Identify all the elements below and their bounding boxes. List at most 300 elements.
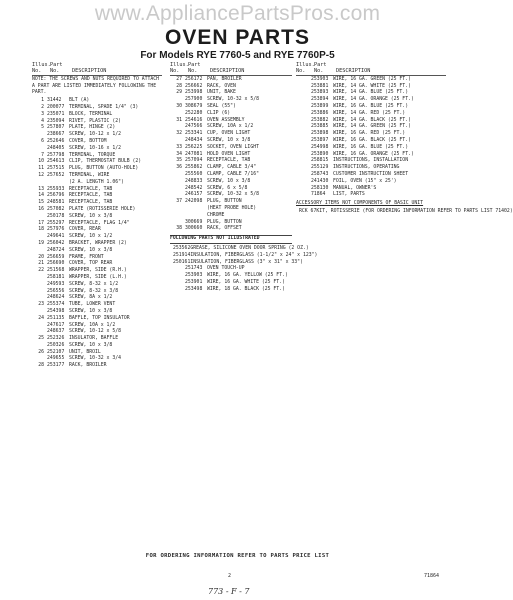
part-number: 253177 bbox=[47, 363, 65, 369]
parts-column-1 bbox=[32, 62, 162, 370]
part-description: HOLD OVEN LIGHT bbox=[207, 151, 251, 157]
part-number: 242098 bbox=[185, 199, 203, 205]
list-item bbox=[170, 172, 292, 179]
part-description: WIRE, 14 GA. BLACK (25 FT.) bbox=[333, 117, 411, 123]
list-item bbox=[170, 206, 292, 213]
part-number: 248405 bbox=[47, 145, 65, 151]
part-description: PLUG, BUTTON bbox=[207, 199, 242, 205]
illus-number: 29 bbox=[176, 90, 182, 96]
illus-number bbox=[170, 172, 185, 179]
part-description: WIRE, 14 GA. BLUE (25 FT.) bbox=[333, 90, 409, 96]
part-description: SCREW, 10 x 3/8 bbox=[207, 178, 251, 184]
list-item bbox=[170, 273, 292, 280]
part-number: 248434 bbox=[185, 137, 203, 143]
part-description: CLAMP, CABLE 3/4" bbox=[207, 165, 257, 171]
illus-number bbox=[296, 118, 311, 125]
list-item bbox=[296, 208, 513, 216]
list-item bbox=[170, 226, 292, 233]
list-item bbox=[170, 145, 292, 152]
illus-number: 36 bbox=[176, 165, 182, 171]
illus-number bbox=[170, 186, 185, 193]
list-item bbox=[32, 275, 162, 282]
part-number: 247566 bbox=[185, 124, 203, 130]
part-number: 251743 bbox=[185, 266, 203, 272]
illus-number bbox=[32, 234, 47, 241]
ordering-footer: FOR ORDERING INFORMATION REFER TO PARTS PRICE LIST bbox=[145, 553, 330, 559]
part-description: PLATE, HINGE (2) bbox=[69, 125, 116, 131]
part-number: 252107 bbox=[47, 349, 65, 355]
list-item bbox=[170, 138, 292, 145]
handwritten-note: 773 - F - 7 bbox=[208, 587, 250, 596]
illus-number bbox=[170, 179, 185, 186]
part-number: 257652 bbox=[47, 172, 65, 178]
list-item bbox=[32, 248, 162, 255]
part-description: SCREW, 10-32 x 5/8 bbox=[207, 97, 259, 103]
part-description: INSULATOR, BAFFLE bbox=[69, 336, 119, 342]
part-description: UNIT, BROIL bbox=[69, 349, 101, 355]
list-item bbox=[32, 98, 162, 105]
part-description: FOIL, OVEN (15" x 25') bbox=[333, 178, 397, 184]
illus-number bbox=[32, 180, 47, 187]
list-item bbox=[32, 336, 162, 343]
illus-number: 11 bbox=[38, 166, 44, 172]
illus-number: 5 bbox=[41, 125, 44, 131]
part-description: RECEPTACLE, TAB bbox=[69, 200, 113, 206]
illus-number: 30 bbox=[176, 104, 182, 109]
header-description: DESCRIPTION bbox=[72, 68, 107, 75]
illus-number bbox=[296, 186, 311, 193]
part-description: SCREW, 8-32 x 1/2 bbox=[69, 281, 119, 287]
part-number: 258130 bbox=[311, 185, 329, 191]
part-number: 248581 bbox=[47, 200, 65, 206]
part-number: 238667 bbox=[47, 132, 65, 138]
list-item bbox=[32, 173, 162, 180]
part-description: INSTRUCTIONS, OPERATING bbox=[333, 165, 400, 171]
illus-number bbox=[170, 273, 185, 280]
part-description: RACK, OFFSET bbox=[207, 226, 242, 232]
part-number: 249655 bbox=[47, 356, 65, 362]
part-description: WIRE, 16 GA. BLACK (25 FT.) bbox=[333, 137, 411, 143]
illus-number: 19 bbox=[38, 240, 44, 246]
header-part: Part bbox=[50, 62, 63, 68]
part-description: SCREW, 10 x 3/8 bbox=[69, 308, 113, 314]
page-id: 71864 bbox=[424, 573, 440, 579]
accessory-list bbox=[296, 208, 513, 216]
part-number: 256662 bbox=[185, 83, 203, 89]
illus-number: 1 bbox=[41, 98, 44, 104]
not-illustrated-heading: FOLLOWING PARTS NOT ILLUSTRATED bbox=[170, 235, 292, 244]
illus-number bbox=[296, 131, 311, 138]
illus-number: 17 bbox=[38, 220, 44, 226]
header-no: No. bbox=[170, 68, 180, 75]
part-description: WIRE, 16 GA. WHITE (25 FT.) bbox=[207, 279, 285, 285]
part-number: 251568 bbox=[47, 268, 65, 274]
list-item bbox=[296, 111, 446, 118]
part-description: (HEAT PROBE HOLE) bbox=[207, 205, 257, 211]
part-number: 250161 bbox=[173, 259, 191, 265]
part-description: WRAPPER, SIDE (R.H.) bbox=[69, 268, 127, 274]
list-item bbox=[32, 268, 162, 275]
part-number: 257807 bbox=[47, 125, 65, 131]
part-description: MANUAL, OWNER'S bbox=[333, 185, 377, 191]
illus-number: 28 bbox=[176, 83, 182, 89]
part-number: 256172 bbox=[185, 76, 203, 82]
part-description: SCREW, 10-16 x 1/2 bbox=[69, 145, 121, 151]
part-description: WIRE, 16 GA. BLUE (25 FT.) bbox=[333, 104, 409, 109]
part-number: 253341 bbox=[185, 131, 203, 137]
part-number bbox=[185, 213, 207, 220]
part-description: OVEN TOUCH-UP bbox=[207, 266, 245, 272]
illus-number: 16 bbox=[38, 206, 44, 212]
header-partno: No. bbox=[314, 68, 324, 75]
header-illus: Illus. bbox=[32, 62, 51, 68]
part-number: 252280 bbox=[185, 110, 203, 116]
illus-number: 32 bbox=[176, 131, 182, 137]
illus-number: 24 bbox=[38, 315, 44, 321]
part-description: UNIT, BAKE bbox=[207, 90, 236, 96]
illus-number bbox=[296, 90, 311, 97]
part-number: 258181 bbox=[47, 274, 65, 280]
illus-number: 33 bbox=[176, 144, 182, 150]
part-number: 255129 bbox=[311, 165, 329, 171]
part-description: SCREW, 8A x 1/2 bbox=[69, 295, 113, 301]
list-item bbox=[170, 97, 292, 104]
illus-number bbox=[170, 266, 185, 273]
part-description: RECEPTACLE, TAB bbox=[207, 158, 251, 164]
part-description: COVER, REAR bbox=[69, 227, 101, 233]
illus-number bbox=[32, 343, 47, 350]
illus-number: 14 bbox=[38, 193, 44, 199]
part-number: 248833 bbox=[185, 178, 203, 184]
part-description: COVER, TOP REAR bbox=[69, 261, 113, 267]
illus-number: 7 bbox=[41, 152, 44, 158]
header-description: DESCRIPTION bbox=[210, 68, 245, 75]
part-description: CUP, OVEN LIGHT bbox=[207, 131, 251, 137]
illus-number bbox=[170, 111, 185, 118]
part-number: 257900 bbox=[185, 97, 203, 103]
page-title: OVEN PARTS bbox=[165, 26, 310, 49]
list-item bbox=[170, 199, 292, 206]
part-description: SCREW, 8-32 x 3/8 bbox=[69, 288, 119, 294]
illus-number bbox=[170, 213, 185, 220]
header-description: DESCRIPTION bbox=[336, 68, 371, 75]
illus-number: 13 bbox=[38, 186, 44, 192]
list-item bbox=[32, 105, 162, 112]
list-item bbox=[32, 200, 162, 207]
part-number: 252326 bbox=[47, 336, 65, 342]
illus-number bbox=[296, 192, 311, 199]
part-number bbox=[185, 206, 207, 213]
watermark: www.AppliancePartsPros.com bbox=[94, 2, 381, 25]
part-description: TERMINAL, TORQUE bbox=[69, 152, 116, 158]
list-item bbox=[296, 145, 446, 152]
part-number: 300660 bbox=[185, 226, 203, 232]
part-number: 300669 bbox=[185, 219, 203, 225]
list-item bbox=[170, 213, 292, 220]
part-number: 257515 bbox=[47, 166, 65, 172]
part-description: SEAL (55") bbox=[207, 104, 236, 109]
illus-number bbox=[296, 104, 311, 111]
part-description: SCREW, 6 x 5/8 bbox=[207, 185, 248, 191]
illus-number: 10 bbox=[38, 159, 44, 165]
page-subtitle: For Models RYE 7760-5 and RYE 7760P-5 bbox=[140, 50, 335, 61]
part-number: 253894 bbox=[311, 97, 329, 103]
list-item bbox=[296, 131, 446, 138]
illus-number bbox=[296, 179, 311, 186]
list-item bbox=[296, 77, 446, 84]
part-number: 253881 bbox=[311, 83, 329, 89]
list-item bbox=[170, 111, 292, 118]
part-number: 250326 bbox=[47, 342, 65, 348]
part-description: SCREW, 10-32 x 3/4 bbox=[69, 356, 121, 362]
part-description: INSULATION, FIBERGLASS (3" x 31" x 33") bbox=[190, 259, 303, 265]
list-item bbox=[296, 172, 446, 179]
part-number: 254616 bbox=[185, 117, 203, 123]
parts-list bbox=[170, 77, 292, 233]
part-description: COVER, BOTTOM bbox=[69, 138, 107, 144]
part-description: SCREW, 10 x 3/8 bbox=[69, 342, 113, 348]
part-number: 252646 bbox=[47, 138, 65, 144]
illus-number bbox=[296, 77, 311, 84]
part-description: CUSTOMER INSTRUCTION SHEET bbox=[333, 171, 409, 177]
part-number: 256225 bbox=[185, 144, 203, 150]
illus-number bbox=[32, 214, 47, 221]
illus-number: 2 bbox=[41, 105, 44, 110]
illus-number bbox=[296, 84, 311, 91]
header-part: Part bbox=[188, 62, 201, 68]
list-item bbox=[296, 104, 446, 111]
part-description: BAFFLE, TOP INSULATOR bbox=[69, 315, 130, 321]
illus-number bbox=[296, 138, 311, 145]
list-item bbox=[32, 316, 162, 323]
illus-number: 22 bbox=[38, 268, 44, 274]
list-item bbox=[170, 179, 292, 186]
list-item bbox=[32, 146, 162, 153]
list-item bbox=[32, 214, 162, 221]
part-number: 253885 bbox=[311, 124, 329, 130]
list-item bbox=[170, 104, 292, 111]
part-number: 253903 bbox=[185, 273, 203, 279]
illus-number bbox=[296, 152, 311, 159]
illus-number: 38 bbox=[176, 226, 182, 232]
illus-number: 6 bbox=[41, 138, 44, 144]
part-description: CLIP (6) bbox=[207, 110, 231, 116]
part-description: SCREW, 10 x 1/2 bbox=[69, 234, 113, 240]
illus-number: 21 bbox=[38, 261, 44, 267]
part-description: (2 A. LENGTH 1.06") bbox=[69, 179, 124, 185]
part-description: GREASE, SILICONE OVEN DOOR SPRING (2 OZ.) bbox=[190, 245, 309, 251]
part-number: 246157 bbox=[185, 192, 203, 198]
list-item bbox=[32, 139, 162, 146]
part-number: 250178 bbox=[47, 213, 65, 219]
illus-number: 4 bbox=[41, 118, 44, 124]
illus-number: 25 bbox=[38, 336, 44, 342]
illus-number: 12 bbox=[38, 172, 44, 178]
header-partno: No. bbox=[50, 68, 60, 75]
illus-number bbox=[170, 97, 185, 104]
part-number: 247617 bbox=[47, 322, 65, 328]
list-item bbox=[32, 363, 162, 370]
illus-number bbox=[170, 206, 185, 213]
illus-number bbox=[32, 309, 47, 316]
list-item bbox=[296, 179, 446, 186]
part-number: 253893 bbox=[311, 90, 329, 96]
part-number: 254998 bbox=[311, 144, 329, 150]
list-item bbox=[296, 97, 446, 104]
illus-number bbox=[170, 280, 185, 287]
part-description: RECEPTACLE, FLAG 1/4" bbox=[69, 220, 130, 226]
part-number: 256042 bbox=[47, 240, 65, 246]
part-number: 253898 bbox=[311, 131, 329, 137]
part-description: CLIP, THERMOSTAT BULB (2) bbox=[69, 159, 142, 165]
illus-number bbox=[296, 97, 311, 104]
part-number: 235071 bbox=[47, 111, 65, 117]
part-number: 253901 bbox=[185, 279, 203, 285]
part-number: 254398 bbox=[47, 308, 65, 314]
parts-list bbox=[32, 98, 162, 370]
part-description: RACK, BROILER bbox=[69, 363, 107, 369]
part-number: 308679 bbox=[185, 104, 203, 109]
part-number: 71864 bbox=[311, 192, 326, 198]
list-item bbox=[32, 309, 162, 316]
illus-number: 27 bbox=[176, 76, 182, 82]
part-number: 255560 bbox=[185, 171, 203, 177]
part-description: WIRE, 16 GA. YELLOW (25 FT.) bbox=[207, 273, 288, 279]
part-number: 251914 bbox=[173, 252, 191, 258]
part-description: WIRE, 14 GA. ORANGE (25 FT.) bbox=[333, 97, 414, 103]
list-item bbox=[32, 207, 162, 214]
illus-number bbox=[32, 275, 47, 282]
list-item bbox=[32, 343, 162, 350]
part-description: PLATE (ROTISSERIE HOLE) bbox=[69, 206, 136, 212]
part-number: 200077 bbox=[47, 105, 65, 110]
part-number: 254613 bbox=[47, 159, 65, 165]
list-item bbox=[32, 302, 162, 309]
part-description: CHROME bbox=[207, 212, 225, 218]
part-number: RCK 67 bbox=[299, 208, 317, 214]
illus-number bbox=[32, 323, 47, 330]
part-number: 258815 bbox=[311, 158, 329, 164]
illus-number bbox=[32, 132, 47, 139]
part-description: SCREW, 10 x 3/8 bbox=[69, 247, 113, 253]
list-item bbox=[170, 252, 318, 260]
parts-column-3 bbox=[296, 62, 513, 216]
part-description: WIRE, 16 GA. BLUE (25 FT.) bbox=[333, 144, 409, 150]
list-item bbox=[32, 132, 162, 139]
part-description: SCREW, 10A x 1/2 bbox=[69, 322, 116, 328]
part-description: RIVET, PLASTIC (2) bbox=[69, 118, 121, 124]
illus-number bbox=[32, 289, 47, 296]
part-number: 256556 bbox=[47, 288, 65, 294]
part-description: INSULATION, FIBERGLASS (1-1/2" x 24" x 123") bbox=[190, 252, 318, 258]
part-number: 258743 bbox=[311, 171, 329, 177]
part-description: BLT (A) bbox=[69, 98, 90, 104]
part-description: SCREW, 10 x 3/8 bbox=[69, 213, 113, 219]
parts-list bbox=[296, 77, 446, 199]
list-item bbox=[32, 282, 162, 289]
illus-number: 28 bbox=[38, 363, 44, 369]
part-description: TERMINAL, WIRE bbox=[69, 172, 110, 178]
accessory-heading: ACCESSORY ITEMS NOT COMPONENTS OF BASIC UNIT bbox=[296, 201, 424, 207]
part-description: INSTRUCTIONS, INSTALLATION bbox=[333, 158, 409, 164]
illus-number: 20 bbox=[38, 254, 44, 260]
illus-number: 31 bbox=[176, 117, 182, 123]
part-number: 248637 bbox=[47, 329, 65, 335]
list-item bbox=[170, 287, 292, 294]
part-number: 255933 bbox=[47, 186, 65, 192]
header-illus: Illus. bbox=[170, 62, 189, 68]
part-number: 248624 bbox=[47, 295, 65, 301]
illus-number bbox=[32, 248, 47, 255]
part-description: PLUG, BUTTON bbox=[207, 219, 242, 225]
column-header-bottom bbox=[170, 68, 292, 75]
part-description: TUBE, LOWER VENT bbox=[69, 302, 116, 308]
list-item bbox=[170, 131, 292, 138]
part-description: SOCKET, OVEN LIGHT bbox=[207, 144, 259, 150]
part-description: SCREW, 10-12 x 1/2 bbox=[69, 132, 121, 138]
part-description: SCREW, 10A x 1/2 bbox=[207, 124, 254, 130]
part-number: 253897 bbox=[311, 137, 329, 143]
header-no: No. bbox=[32, 68, 42, 75]
illus-number: 15 bbox=[38, 200, 44, 206]
header-illus: Illus. bbox=[296, 62, 315, 68]
illus-number bbox=[296, 111, 311, 118]
list-item bbox=[296, 192, 446, 199]
part-number: 257094 bbox=[185, 158, 203, 164]
part-number: 253899 bbox=[311, 104, 329, 109]
list-item bbox=[296, 165, 446, 172]
illus-number bbox=[170, 138, 185, 145]
illus-number bbox=[32, 146, 47, 153]
part-number: 257976 bbox=[47, 227, 65, 233]
illus-number bbox=[296, 165, 311, 172]
part-description: RECEPTACLE, TAB bbox=[69, 186, 113, 192]
part-number: 247081 bbox=[185, 151, 203, 157]
part-number: 255862 bbox=[185, 165, 203, 171]
part-description: TERMINAL, SPADE 1/4" (3) bbox=[69, 105, 139, 110]
illus-number bbox=[296, 172, 311, 179]
list-item bbox=[32, 234, 162, 241]
part-number bbox=[47, 180, 69, 187]
list-item bbox=[170, 245, 309, 253]
list-item bbox=[170, 77, 292, 84]
part-description: WIRE, 14 GA. GREEN (25 FT.) bbox=[333, 124, 411, 130]
list-item bbox=[170, 165, 292, 172]
part-description: SCREW, 10 x 3/8 bbox=[207, 137, 251, 143]
illus-number: 3 bbox=[41, 111, 44, 117]
part-number: 255374 bbox=[47, 302, 65, 308]
header-part: Part bbox=[314, 62, 327, 68]
part-description: PAN, BROILER bbox=[207, 76, 242, 82]
part-description: RECEPTACLE, TAB bbox=[69, 193, 113, 199]
illus-number: 23 bbox=[38, 302, 44, 308]
header-partno: No. bbox=[188, 68, 198, 75]
part-number: 253882 bbox=[311, 117, 329, 123]
illus-number: 26 bbox=[38, 349, 44, 355]
illus-number bbox=[296, 158, 311, 165]
part-description: WIRE, 14 GA. WHITE (25 FT.) bbox=[333, 83, 411, 89]
part-description: WIRE, 14 GA. RED (25 FT.) bbox=[333, 110, 406, 116]
part-number: 253890 bbox=[311, 151, 329, 157]
list-item bbox=[32, 166, 162, 173]
illus-number: 18 bbox=[38, 227, 44, 233]
part-number: 257798 bbox=[47, 152, 65, 158]
illus-number: 34 bbox=[176, 151, 182, 157]
part-description: WRAPPER, SIDE (L.H.) bbox=[69, 274, 127, 280]
list-item bbox=[32, 112, 162, 119]
part-description: SCREW, 10-32 x 5/8 bbox=[207, 192, 259, 198]
part-description: KIT, ROTISSERIE (FOR ORDERING INFORMATION REFER TO PARTS LIST 71402) bbox=[316, 208, 513, 214]
